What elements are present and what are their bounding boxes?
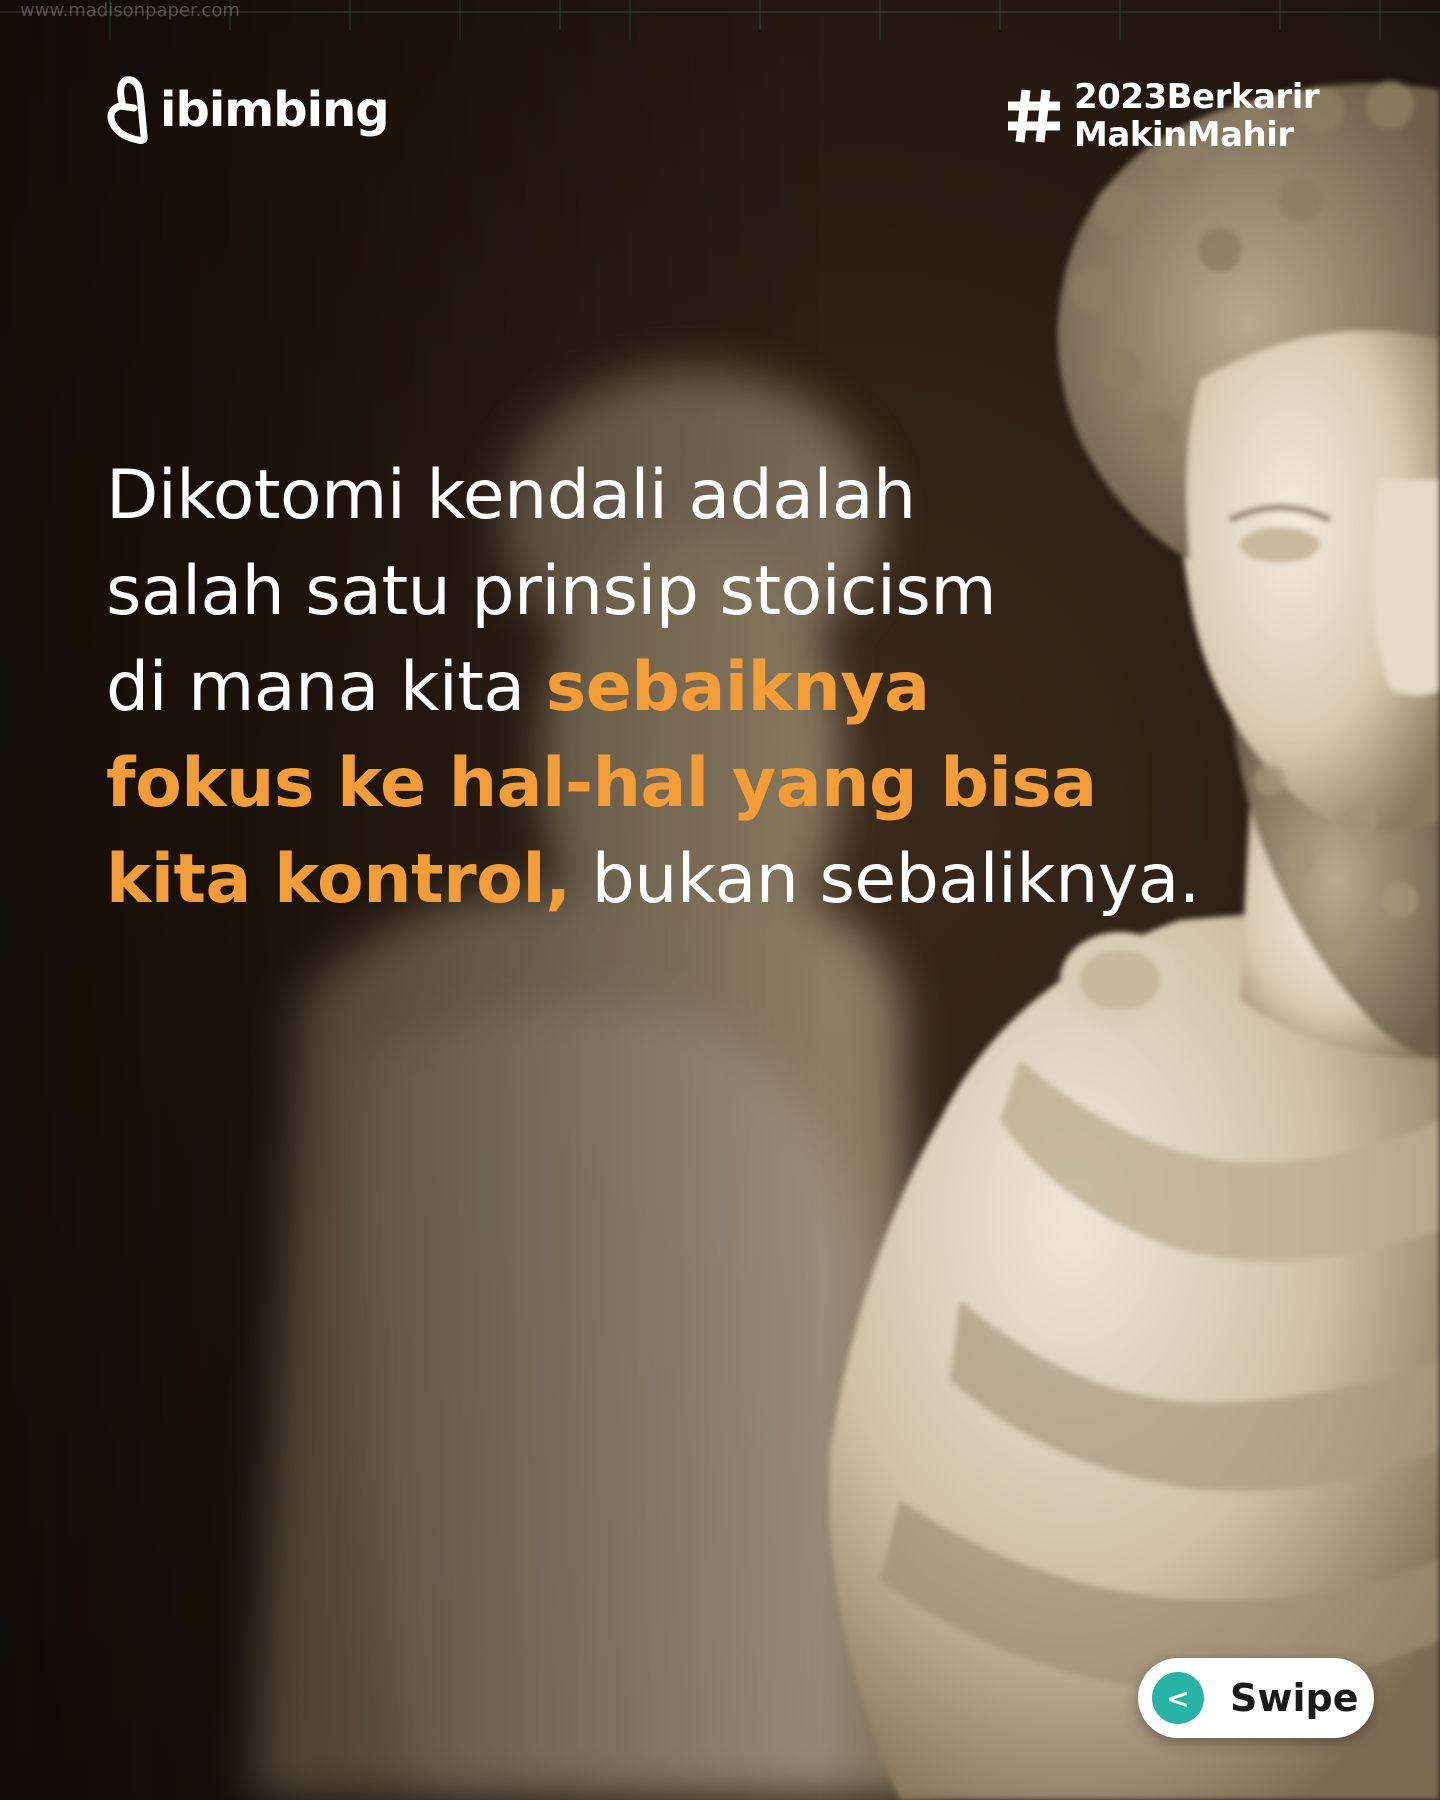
ibimbing-logo-icon [104, 74, 154, 146]
swipe-label: Swipe [1230, 1676, 1359, 1720]
brand-name: ibimbing [160, 82, 389, 138]
campaign-hashtag [1004, 78, 1319, 154]
quote-line-1: Dikotomi kendali adalah [106, 456, 916, 535]
quote-line-3-highlight: sebaiknya [545, 648, 930, 727]
quote-line-5-highlight: kita kontrol, [106, 840, 571, 919]
quote-line-4-highlight: fokus ke hal-hal yang bisa [106, 744, 1097, 823]
watermark-text: www.madisonpaper.com [20, 0, 240, 21]
brand-logo [104, 74, 389, 146]
quote-line-5 [106, 832, 1226, 928]
hash-icon [1004, 86, 1064, 146]
quote-line-5-plain: bukan sebaliknya. [570, 840, 1200, 919]
quote-line-3-plain: di mana kita [106, 648, 546, 727]
quote-line-3 [106, 640, 1226, 736]
hashtag-line-2: MakinMahir [1074, 115, 1294, 155]
quote-line-2: salah satu prinsip stoicism [106, 552, 997, 631]
chevron-left-icon: < [1152, 1672, 1204, 1724]
hashtag-line-1: 2023Berkarir [1074, 77, 1320, 117]
quote-text [106, 448, 1226, 928]
swipe-button[interactable] [1138, 1658, 1374, 1738]
